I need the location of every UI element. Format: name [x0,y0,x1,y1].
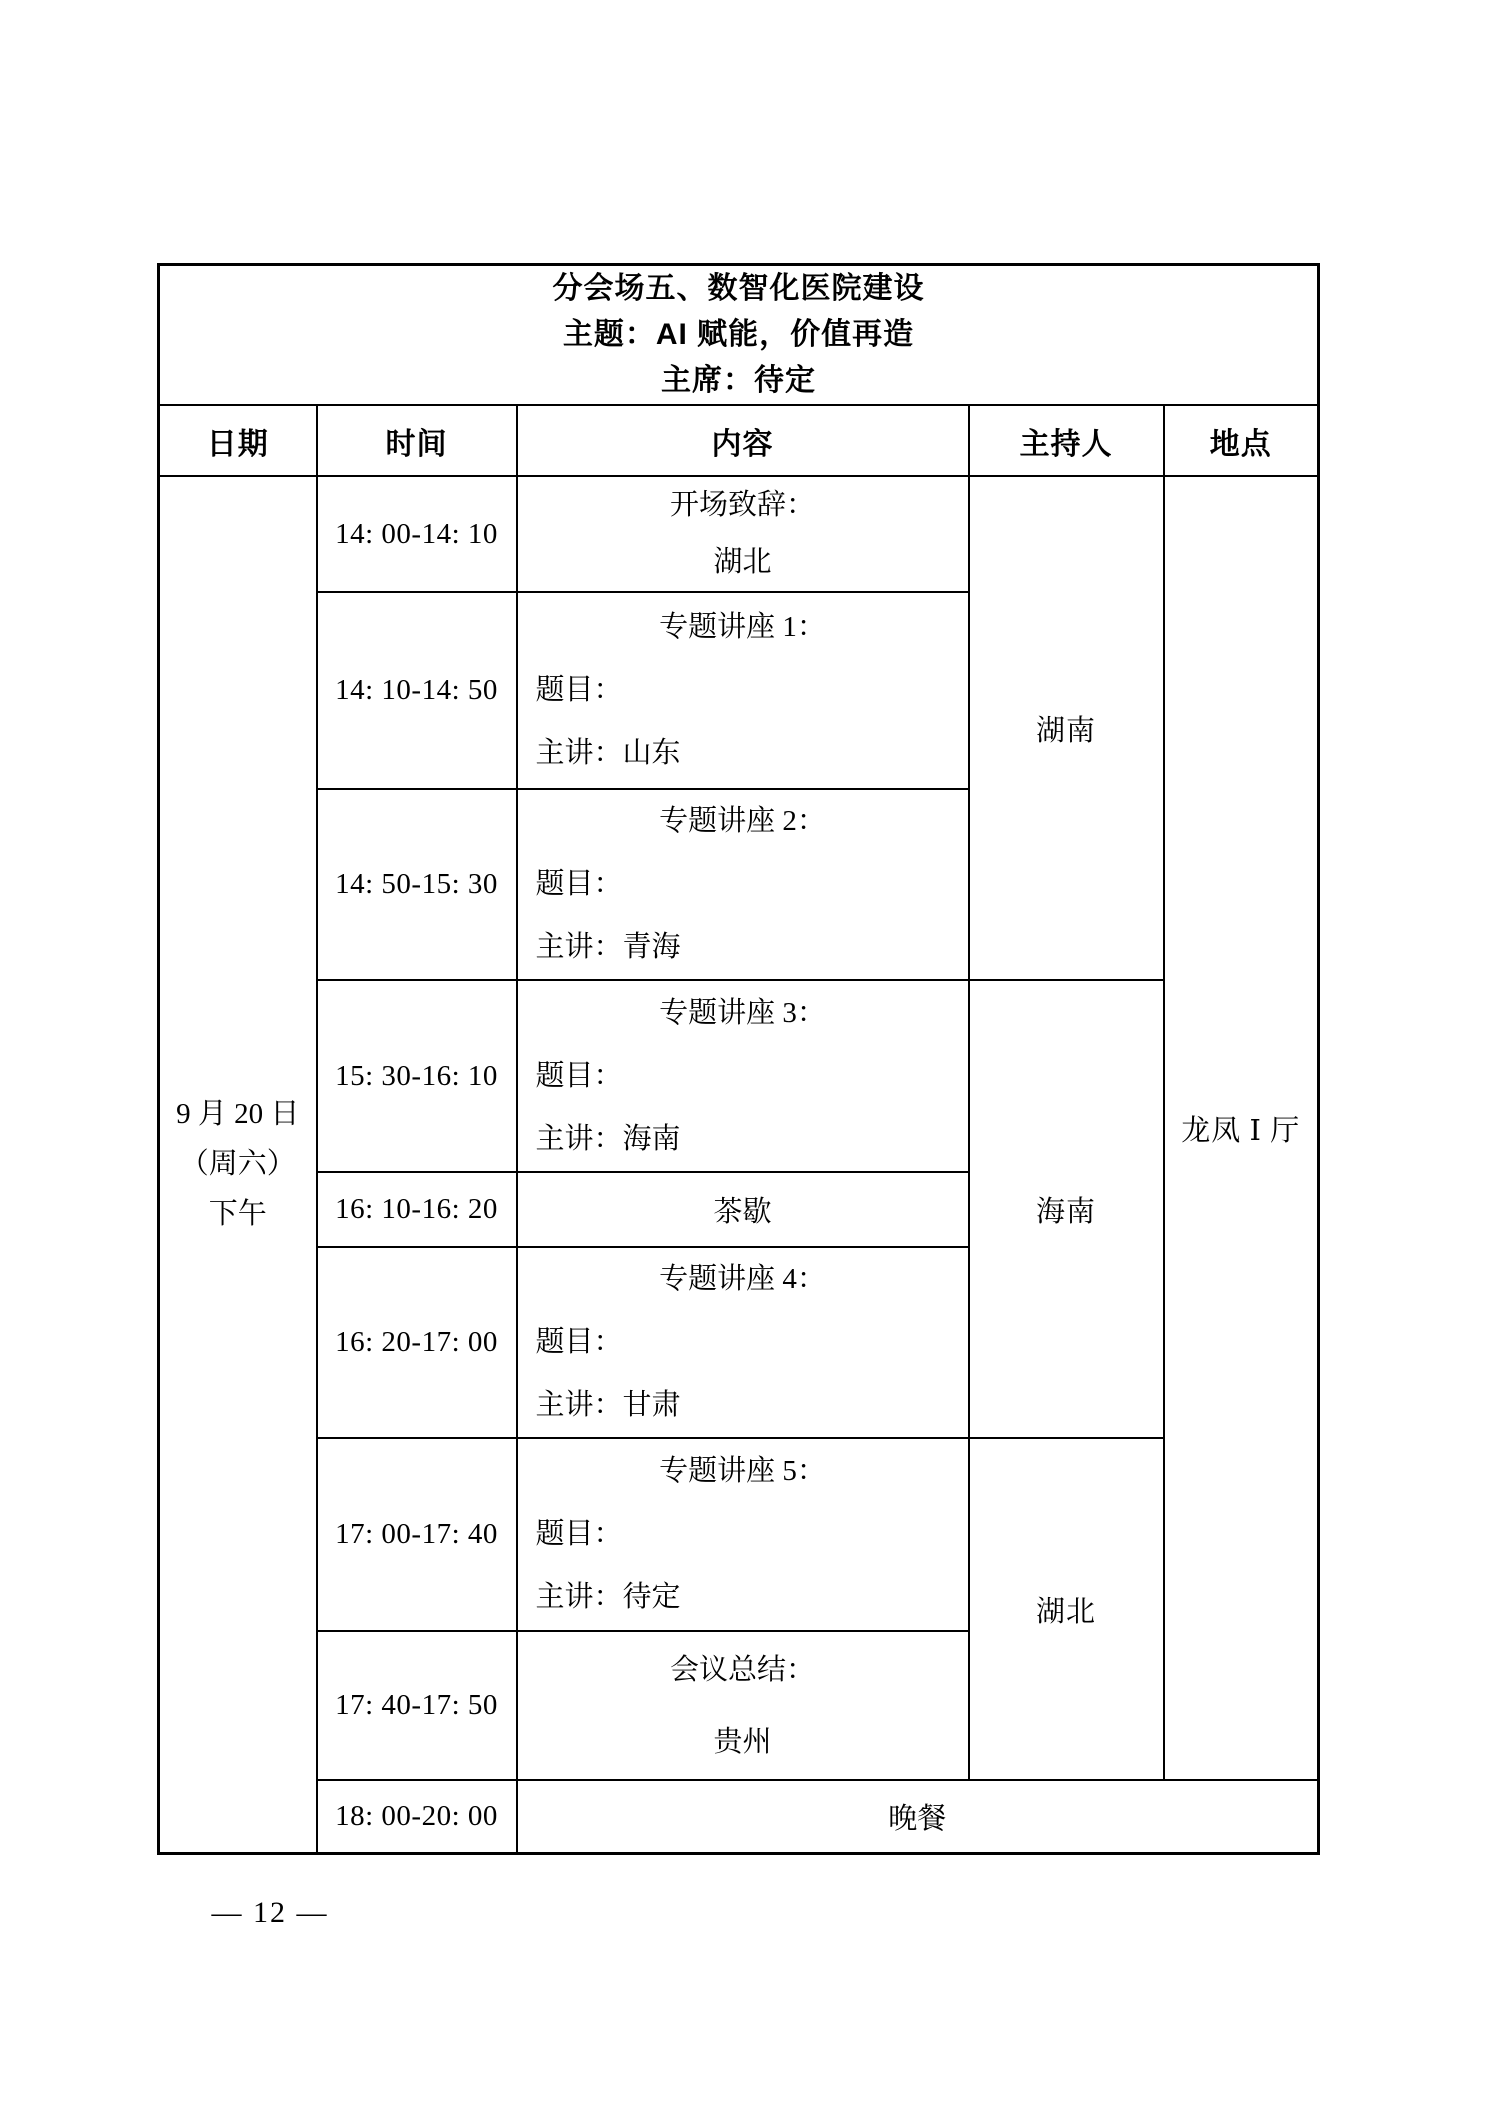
content-line: 专题讲座 3： [659,996,826,1029]
session-theme: 主题：AI 赋能，价值再造 [562,318,915,351]
time-cell: 16: 10-16: 20 [317,1172,517,1247]
content-line: 主讲：海南 [535,1122,681,1155]
col-header-location: 地点 [1164,405,1319,476]
time-cell: 15: 30-16: 10 [317,980,517,1172]
date-line: 9 月 20 日 [176,1098,300,1131]
time-cell: 14: 00-14: 10 [317,476,517,592]
content-line: 主讲：山东 [535,737,681,769]
page-number: — 12 — [211,1896,329,1929]
agenda-table [157,263,1320,1855]
col-header-host: 主持人 [969,405,1164,476]
table-row [159,1780,1319,1853]
content-line: 会议总结： [669,1653,815,1686]
content-line: 专题讲座 4： [659,1263,826,1295]
location-cell: 龙凤 Ⅰ 厅 [1164,476,1319,1780]
content-line: 主讲：待定 [535,1581,681,1613]
host-cell: 湖北 [969,1438,1164,1780]
dinner-cell: 晚餐 [517,1780,1319,1853]
date-cell [159,476,317,1853]
content-cell [517,476,969,592]
host-cell: 湖南 [969,476,1164,980]
content-line: 专题讲座 5： [659,1455,826,1487]
time-cell: 16: 20-17: 00 [317,1247,517,1438]
time-cell: 14: 10-14: 50 [317,592,517,789]
content-line: 题目： [535,674,623,706]
content-line: 主讲：青海 [535,931,681,963]
table-title-row [159,265,1319,406]
table-title-cell [159,265,1319,406]
content-cell [517,1247,969,1438]
content-cell [517,980,969,1172]
host-cell: 海南 [969,980,1164,1438]
column-header-row [159,405,1319,476]
content-line: 茶歇 [713,1196,772,1228]
content-line: 题目： [535,1518,623,1550]
content-cell [517,1438,969,1631]
content-cell [517,592,969,789]
content-line: 开场致辞： [669,489,815,521]
date-line: 下午 [208,1198,267,1231]
col-header-content: 内容 [517,405,969,476]
content-line: 湖北 [713,546,772,578]
content-line: 题目： [535,1059,623,1092]
content-line: 题目： [535,868,623,900]
table-row [159,476,1319,592]
session-title: 分会场五、数智化医院建设 [552,272,925,305]
content-line: 贵州 [713,1725,772,1758]
content-cell [517,789,969,980]
time-cell: 17: 40-17: 50 [317,1631,517,1780]
content-line: 主讲：甘肃 [535,1389,681,1421]
col-header-time: 时间 [317,405,517,476]
session-chair: 主席：待定 [661,364,816,397]
date-line: （周六） [179,1148,296,1181]
content-line: 题目： [535,1326,623,1358]
content-line: 专题讲座 2： [659,805,826,837]
content-line: 专题讲座 1： [659,611,826,643]
table-row [159,1438,1319,1631]
time-cell: 18: 00-20: 00 [317,1780,517,1853]
time-cell: 17: 00-17: 40 [317,1438,517,1631]
content-cell [517,1172,969,1247]
content-cell [517,1631,969,1780]
col-header-date: 日期 [159,405,317,476]
time-cell: 14: 50-15: 30 [317,789,517,980]
table-row [159,980,1319,1172]
